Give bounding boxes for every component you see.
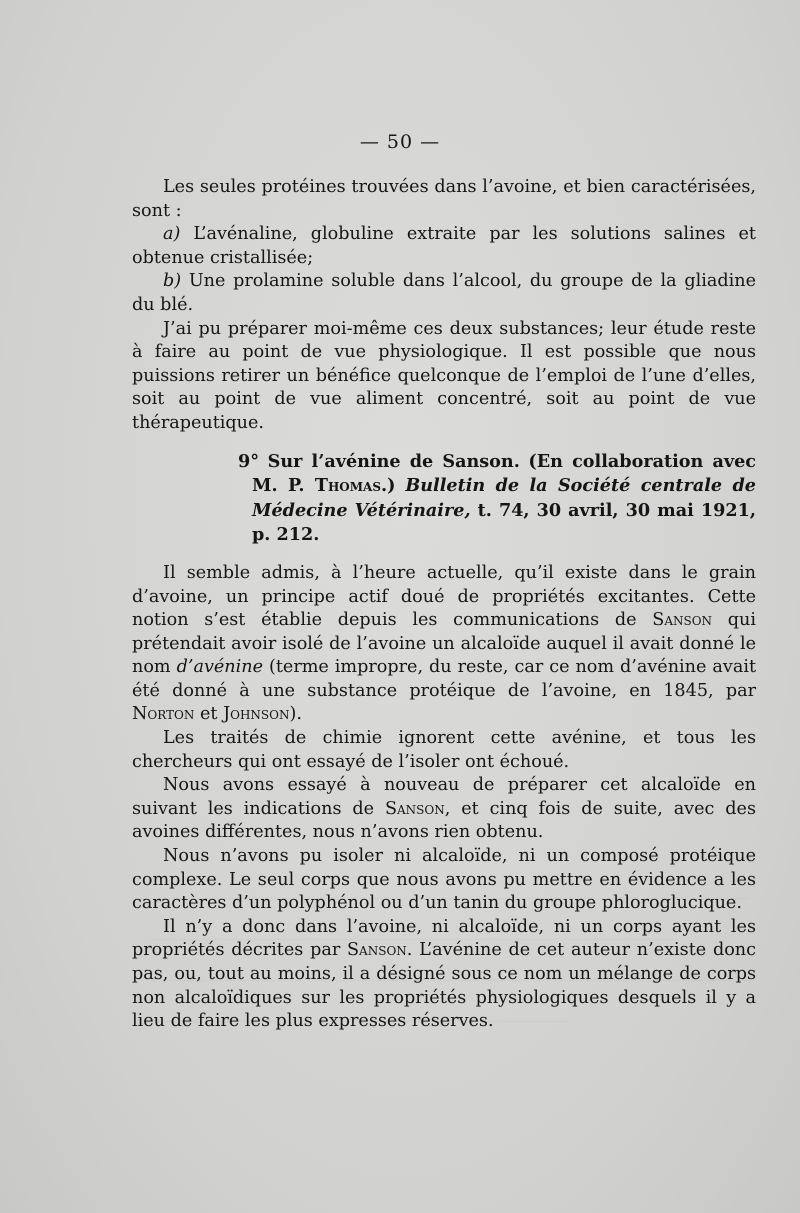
bibliographic-reference <box>238 450 756 548</box>
paragraph-2 <box>132 562 756 727</box>
p2-part-b: qui prétendait avoir isolé de l’avoine un alcaloïde auquel il avait donné le nom <box>132 610 756 678</box>
p2-part-a: Il semble admis, à l’heure actuelle, qu’il existe dans le grain d’avoine, un principe actif doué de propriétés excitantes. Cette notion s’est établie depuis les communications de <box>132 562 756 631</box>
list-item-a <box>132 223 756 270</box>
paragraph-5: Nous n’avons pu isoler ni alcaloïde, ni un composé protéique complexe. Le seul corps que nous avons pu mettre en évidence a les caractères d’un polyphénol ou d’un tanin du groupe phloroglucique. <box>132 846 756 914</box>
p4-part-b: , et cinq fois de suite, avec des avoines différentes, nous n’avons rien obtenu. <box>132 798 756 843</box>
item-b-text: Une prolamine soluble dans l’alcool, du groupe de la gliadine du blé. <box>132 271 756 315</box>
intro-text: Les seules protéines trouvées dans l’avoine, et bien caractérisées, sont : <box>132 177 756 221</box>
p2-part-c: (terme impropre, du reste, car ce nom d’avénine avait été donné à une substance protéique de l’avoine, en 1845, par <box>132 657 757 701</box>
author-sanson-3: Sanson <box>347 940 407 961</box>
paragraph-4 <box>132 774 756 845</box>
author-sanson: Sanson <box>652 610 713 631</box>
p2-et: et <box>194 704 224 725</box>
reference-collab-name: Thomas <box>314 475 382 497</box>
item-b-label: b) <box>163 271 182 292</box>
paragraph-3: Les traités de chimie ignorent cette avénine, et tous les chercheurs qui ont essayé de l’isoler ont échoué. <box>132 728 756 772</box>
p4-part-a: Nous avons essayé à nouveau de préparer cet alcaloïde en suivant les indications de <box>132 775 756 819</box>
p2-term: d’avénine <box>176 657 263 678</box>
item-a-label: a) <box>163 224 181 245</box>
author-norton: Norton <box>132 704 195 725</box>
intro-paragraph <box>132 176 756 223</box>
paragraph-1: J’ai pu préparer moi-même ces deux substances; leur étude reste à faire au point de vue physiologique. Il est possible que nous puissions retirer un bénéfice quelconque de l’emploi de l’une d’elles, soit au point de vue aliment concentré, soit au point de vue thérapeutique. <box>132 318 756 433</box>
reference-details: t. 74, 30 avril, 30 mai 1921, p. 212. <box>252 499 756 546</box>
reference-journal: Bulletin de la Société centrale de Médecine Vétérinaire, <box>252 475 756 521</box>
reference-number: 9° <box>238 450 260 472</box>
author-johnson: Johnson <box>223 704 290 725</box>
page-body <box>132 176 756 1034</box>
reference-collab-a: (En collaboration avec M. P. <box>252 450 756 497</box>
reference-collab-b: .) <box>381 475 396 497</box>
reference-title: Sur l’avénine de Sanson. <box>267 450 520 472</box>
list-item-b <box>132 270 756 317</box>
paragraph-6 <box>132 916 756 1034</box>
p6-part-b: . L’avénine de cet auteur n’existe donc pas, ou, tout au moins, il a désigné sous ce nom un mélange de corps non alcaloïdiques sur les propriétés physiologiques desquels il y a lieu de faire les plus expresses réserves. <box>132 940 756 1032</box>
p2-part-d: ). <box>289 704 302 725</box>
author-sanson-2: Sanson <box>384 798 445 819</box>
item-a-text: L’avénaline, globuline extraite par les solutions salines et obtenue cristallisée; <box>132 224 756 268</box>
p6-part-a: Il n’y a donc dans l’avoine, ni alcaloïde, ni un corps ayant les propriétés décrites par <box>132 916 756 961</box>
page-number: — 50 — <box>359 131 441 153</box>
